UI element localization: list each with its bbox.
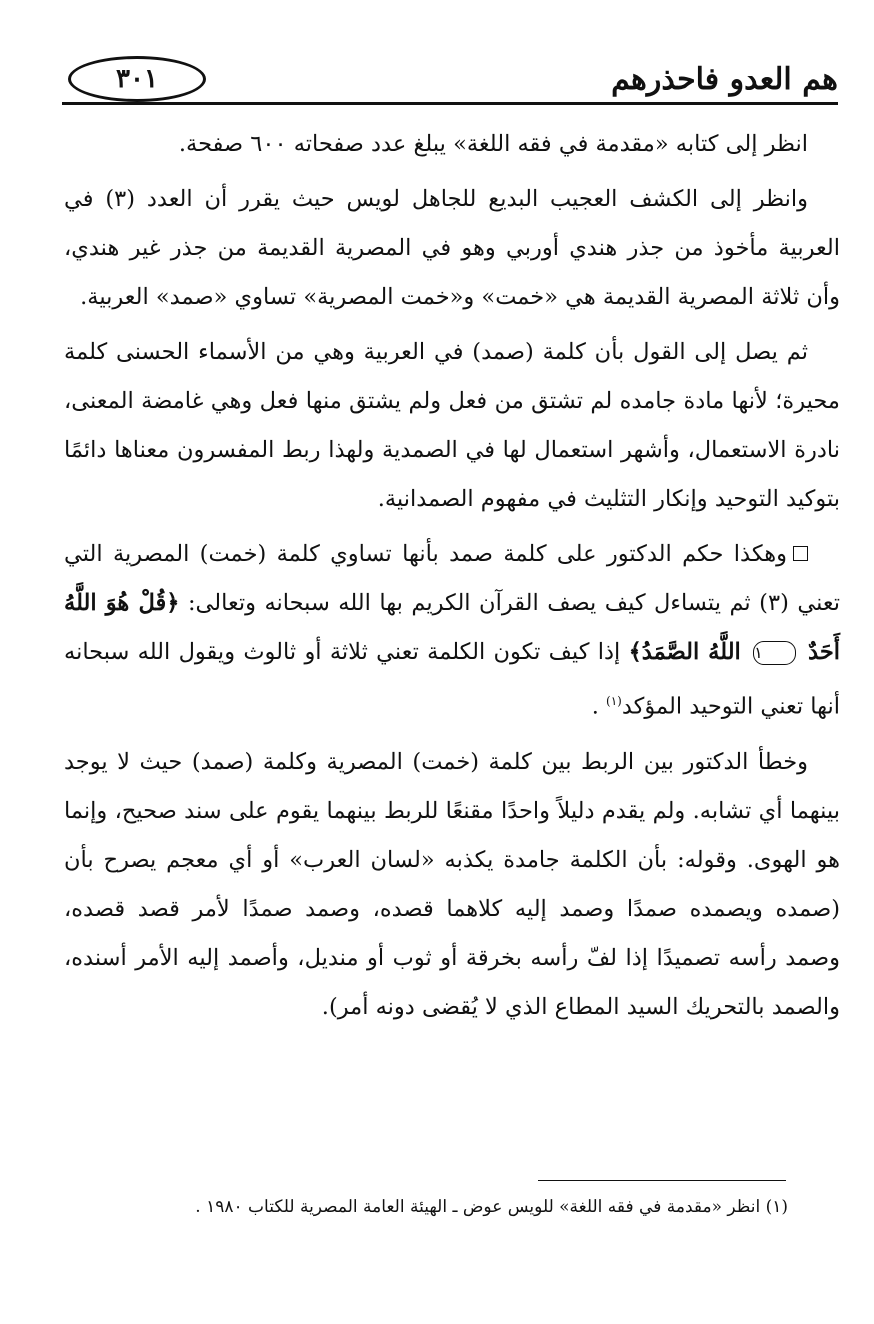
paragraph-3: ثم يصل إلى القول بأن كلمة (صمد) في العربية وهي من الأسماء الحسنى كلمة محيرة؛ لأنها مادة جامده لم تشتق من فعل ولم يشتق منها فعل وهي غامضة المعنى، نادرة الاستعمال، وأشهر استعمال لها في الصمدية ولهذا ربط المفسرون معناها دائمًا بتوكيد التوحيد وإنكار التثليث في مفهوم الصمدانية. xyxy=(64,339,840,512)
page-number-text: ٣٠١ xyxy=(116,64,158,94)
header-rule xyxy=(62,102,838,105)
footnote-separator xyxy=(538,1180,786,1181)
square-bullet-icon xyxy=(793,546,808,561)
paragraph-4 xyxy=(64,530,840,732)
paragraph-5: وخطأ الدكتور بين الربط بين كلمة (خمت) المصرية وكلمة (صمد) حيث لا يوجد بينهما أي تشابه. ولم يقدم دليلاً واحدًا مقنعًا للربط بينهما يقوم على سند صحيح، وإنما هو الهوى. وقوله: بأن الكلمة جامدة يكذبه «لسان العرب» أو أي معجم يصرح بأن (صمده ويصمده صمدًا وصمد إليه كلاهما قصده، وصمد صمدًا لأمر قصد قصده، وصمد رأسه تصميدًا إذا لفّ رأسه بخرقة أو ثوب أو منديل، وأصمد إليه الأمر أسنده، والصمد بالتحريك السيد المطاع الذي لا يُقضى دونه أمر). xyxy=(64,748,840,1020)
quran-verse-1: ﴿قُلْ هُوَ اللَّهُ أَحَدٌ xyxy=(64,590,841,665)
page-header xyxy=(62,52,838,110)
body-text xyxy=(64,120,840,1038)
footnote: (١) انظر «مقدمة في فقه اللغة» للويس عوض ـ الهيئة العامة المصرية للكتاب ١٩٨٠ . xyxy=(195,1197,788,1217)
paragraph-1: انظر إلى كتابه «مقدمة في فقه اللغة» يبلغ عدد صفحاته ٦٠٠ صفحة. xyxy=(178,131,808,157)
paragraph-2: وانظر إلى الكشف العجيب البديع للجاهل لويس حيث يقرر أن العدد (٣) في العربية مأخوذ من جذر هندي أوربي وهو في المصرية القديمة من جذر غير هندي، وأن ثلاثة المصرية القديمة هي «خمت» و«خمت المصرية» تساوي «صمد» العربية. xyxy=(64,186,840,310)
paragraph-4-lead: وهكذا حكم الدكتور على كلمة صمد بأنها تساوي كلمة (خمت) المصرية التي تعني (٣) ثم يتساءل كيف يصف القرآن الكريم بها الله سبحانه وتعالى: xyxy=(64,541,840,616)
quran-verse-2: اللَّهُ الصَّمَدُ﴾ xyxy=(628,639,741,665)
ayah-number-marker: ١ xyxy=(753,641,796,665)
paragraph-4-tail: إذا كيف تكون الكلمة تعني ثلاثة أو ثالوث ويقول الله سبحانه أنها تعني التوحيد المؤكد xyxy=(64,639,840,720)
paragraph-4-end: . xyxy=(591,693,607,720)
running-title: هم العدو فاحذرهم xyxy=(611,62,838,97)
page-number xyxy=(68,56,206,102)
footnote-reference[interactable]: (١) xyxy=(606,694,622,708)
